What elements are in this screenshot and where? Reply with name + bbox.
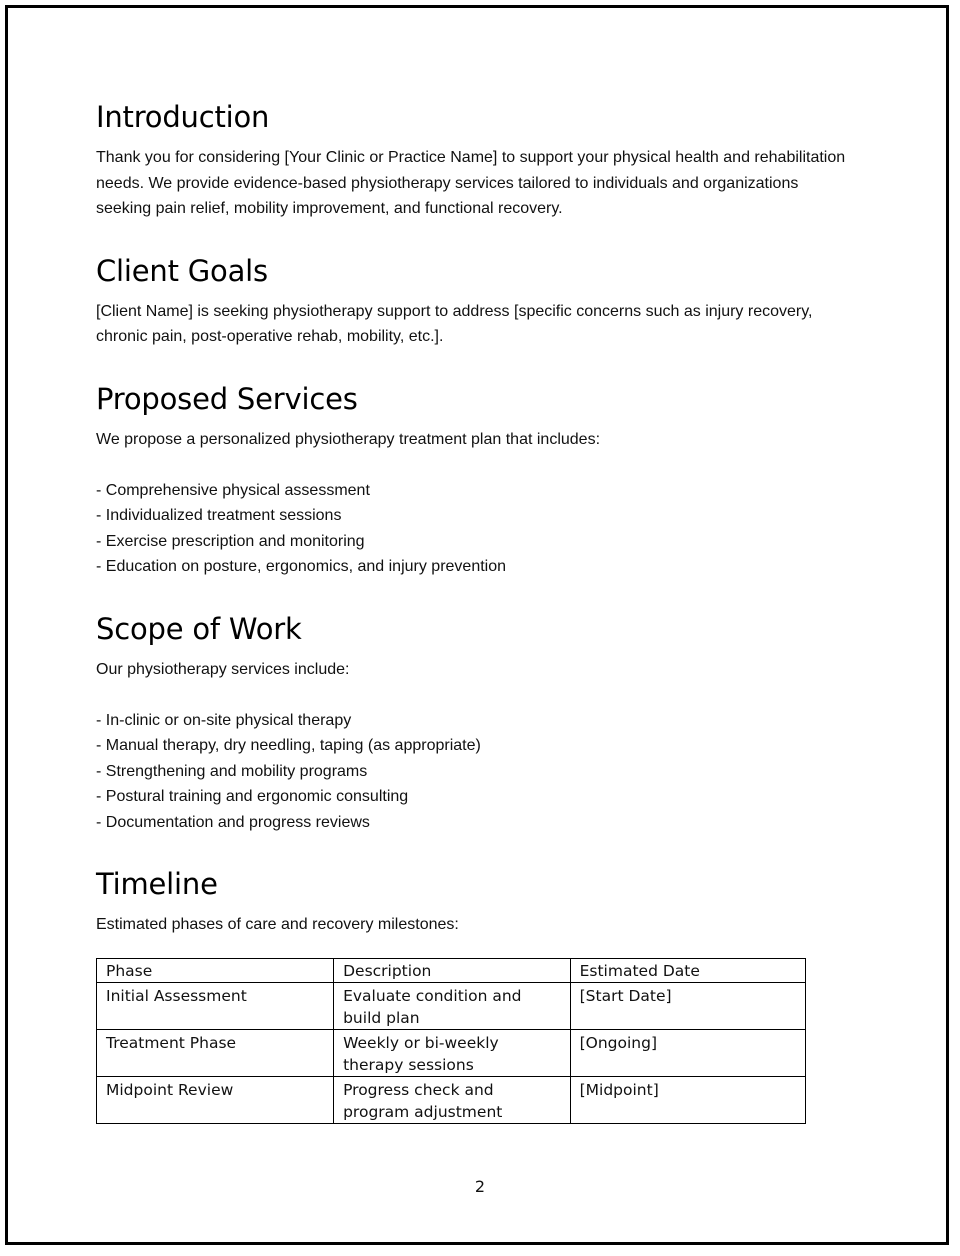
scope-of-work-intro: Our physiotherapy services include:	[96, 660, 350, 678]
list-item: - Exercise prescription and monitoring	[96, 532, 365, 550]
list-item: - Strengthening and mobility programs	[96, 762, 368, 780]
proposed-services-heading: Proposed Services	[96, 381, 358, 416]
table-cell: Midpoint Review	[97, 1076, 334, 1123]
introduction-paragraph: Thank you for considering [Your Clinic or Practice Name] to support your physical health and rehabilitation needs. We provide evidence-based physiotherapy services tailored to individuals and organizations seeking pain relief, mobility improvement, and functional recovery.	[96, 149, 846, 217]
list-item: - In-clinic or on-site physical therapy	[96, 711, 352, 729]
list-item: - Individualized treatment sessions	[96, 507, 342, 524]
client-goals-section	[96, 252, 856, 350]
list-item: - Education on posture, ergonomics, and injury prevention	[96, 558, 507, 575]
list-item: - Manual therapy, dry needling, taping (as appropriate)	[96, 737, 481, 754]
table-cell: [Start Date]	[570, 982, 805, 1029]
list-item: - Documentation and progress reviews	[96, 813, 370, 831]
table-cell: Progress check and program adjustment	[334, 1076, 571, 1123]
proposed-services-list	[96, 478, 856, 580]
page-number: 2	[474, 1177, 486, 1196]
introduction-heading: Introduction	[96, 100, 270, 134]
table-cell: Treatment Phase	[97, 1029, 334, 1076]
client-goals-paragraph: [Client Name] is seeking physiotherapy support to address [specific concerns such as injury recovery, chronic pain, post-operative rehab, mobility, etc.].	[96, 302, 813, 345]
timeline-intro: Estimated phases of care and recovery milestones:	[96, 916, 459, 933]
column-header-estimated-date: Estimated Date	[570, 958, 805, 982]
timeline-table	[96, 958, 806, 1124]
list-item: - Comprehensive physical assessment	[96, 481, 370, 499]
scope-of-work-section	[96, 610, 856, 836]
table-cell: Weekly or bi-weekly therapy sessions	[334, 1029, 571, 1076]
table-row	[97, 982, 806, 1029]
table-cell: Initial Assessment	[97, 982, 334, 1029]
introduction-section	[96, 98, 856, 222]
timeline-section	[96, 865, 856, 1124]
timeline-heading: Timeline	[96, 867, 218, 901]
document-content	[96, 98, 856, 1154]
table-cell: Evaluate condition and build plan	[334, 982, 571, 1029]
scope-of-work-list	[96, 708, 856, 836]
proposed-services-intro: We propose a personalized physiotherapy treatment plan that includes:	[96, 430, 601, 448]
table-header-row	[97, 958, 806, 982]
table-cell: [Midpoint]	[570, 1076, 805, 1123]
proposed-services-section	[96, 380, 856, 580]
client-goals-heading: Client Goals	[96, 253, 268, 288]
table-row	[97, 1076, 806, 1123]
column-header-phase: Phase	[97, 958, 334, 982]
column-header-description: Description	[334, 958, 571, 982]
table-row	[97, 1029, 806, 1076]
scope-of-work-heading: Scope of Work	[96, 611, 302, 646]
list-item: - Postural training and ergonomic consulting	[96, 788, 409, 805]
table-cell: [Ongoing]	[570, 1029, 805, 1076]
